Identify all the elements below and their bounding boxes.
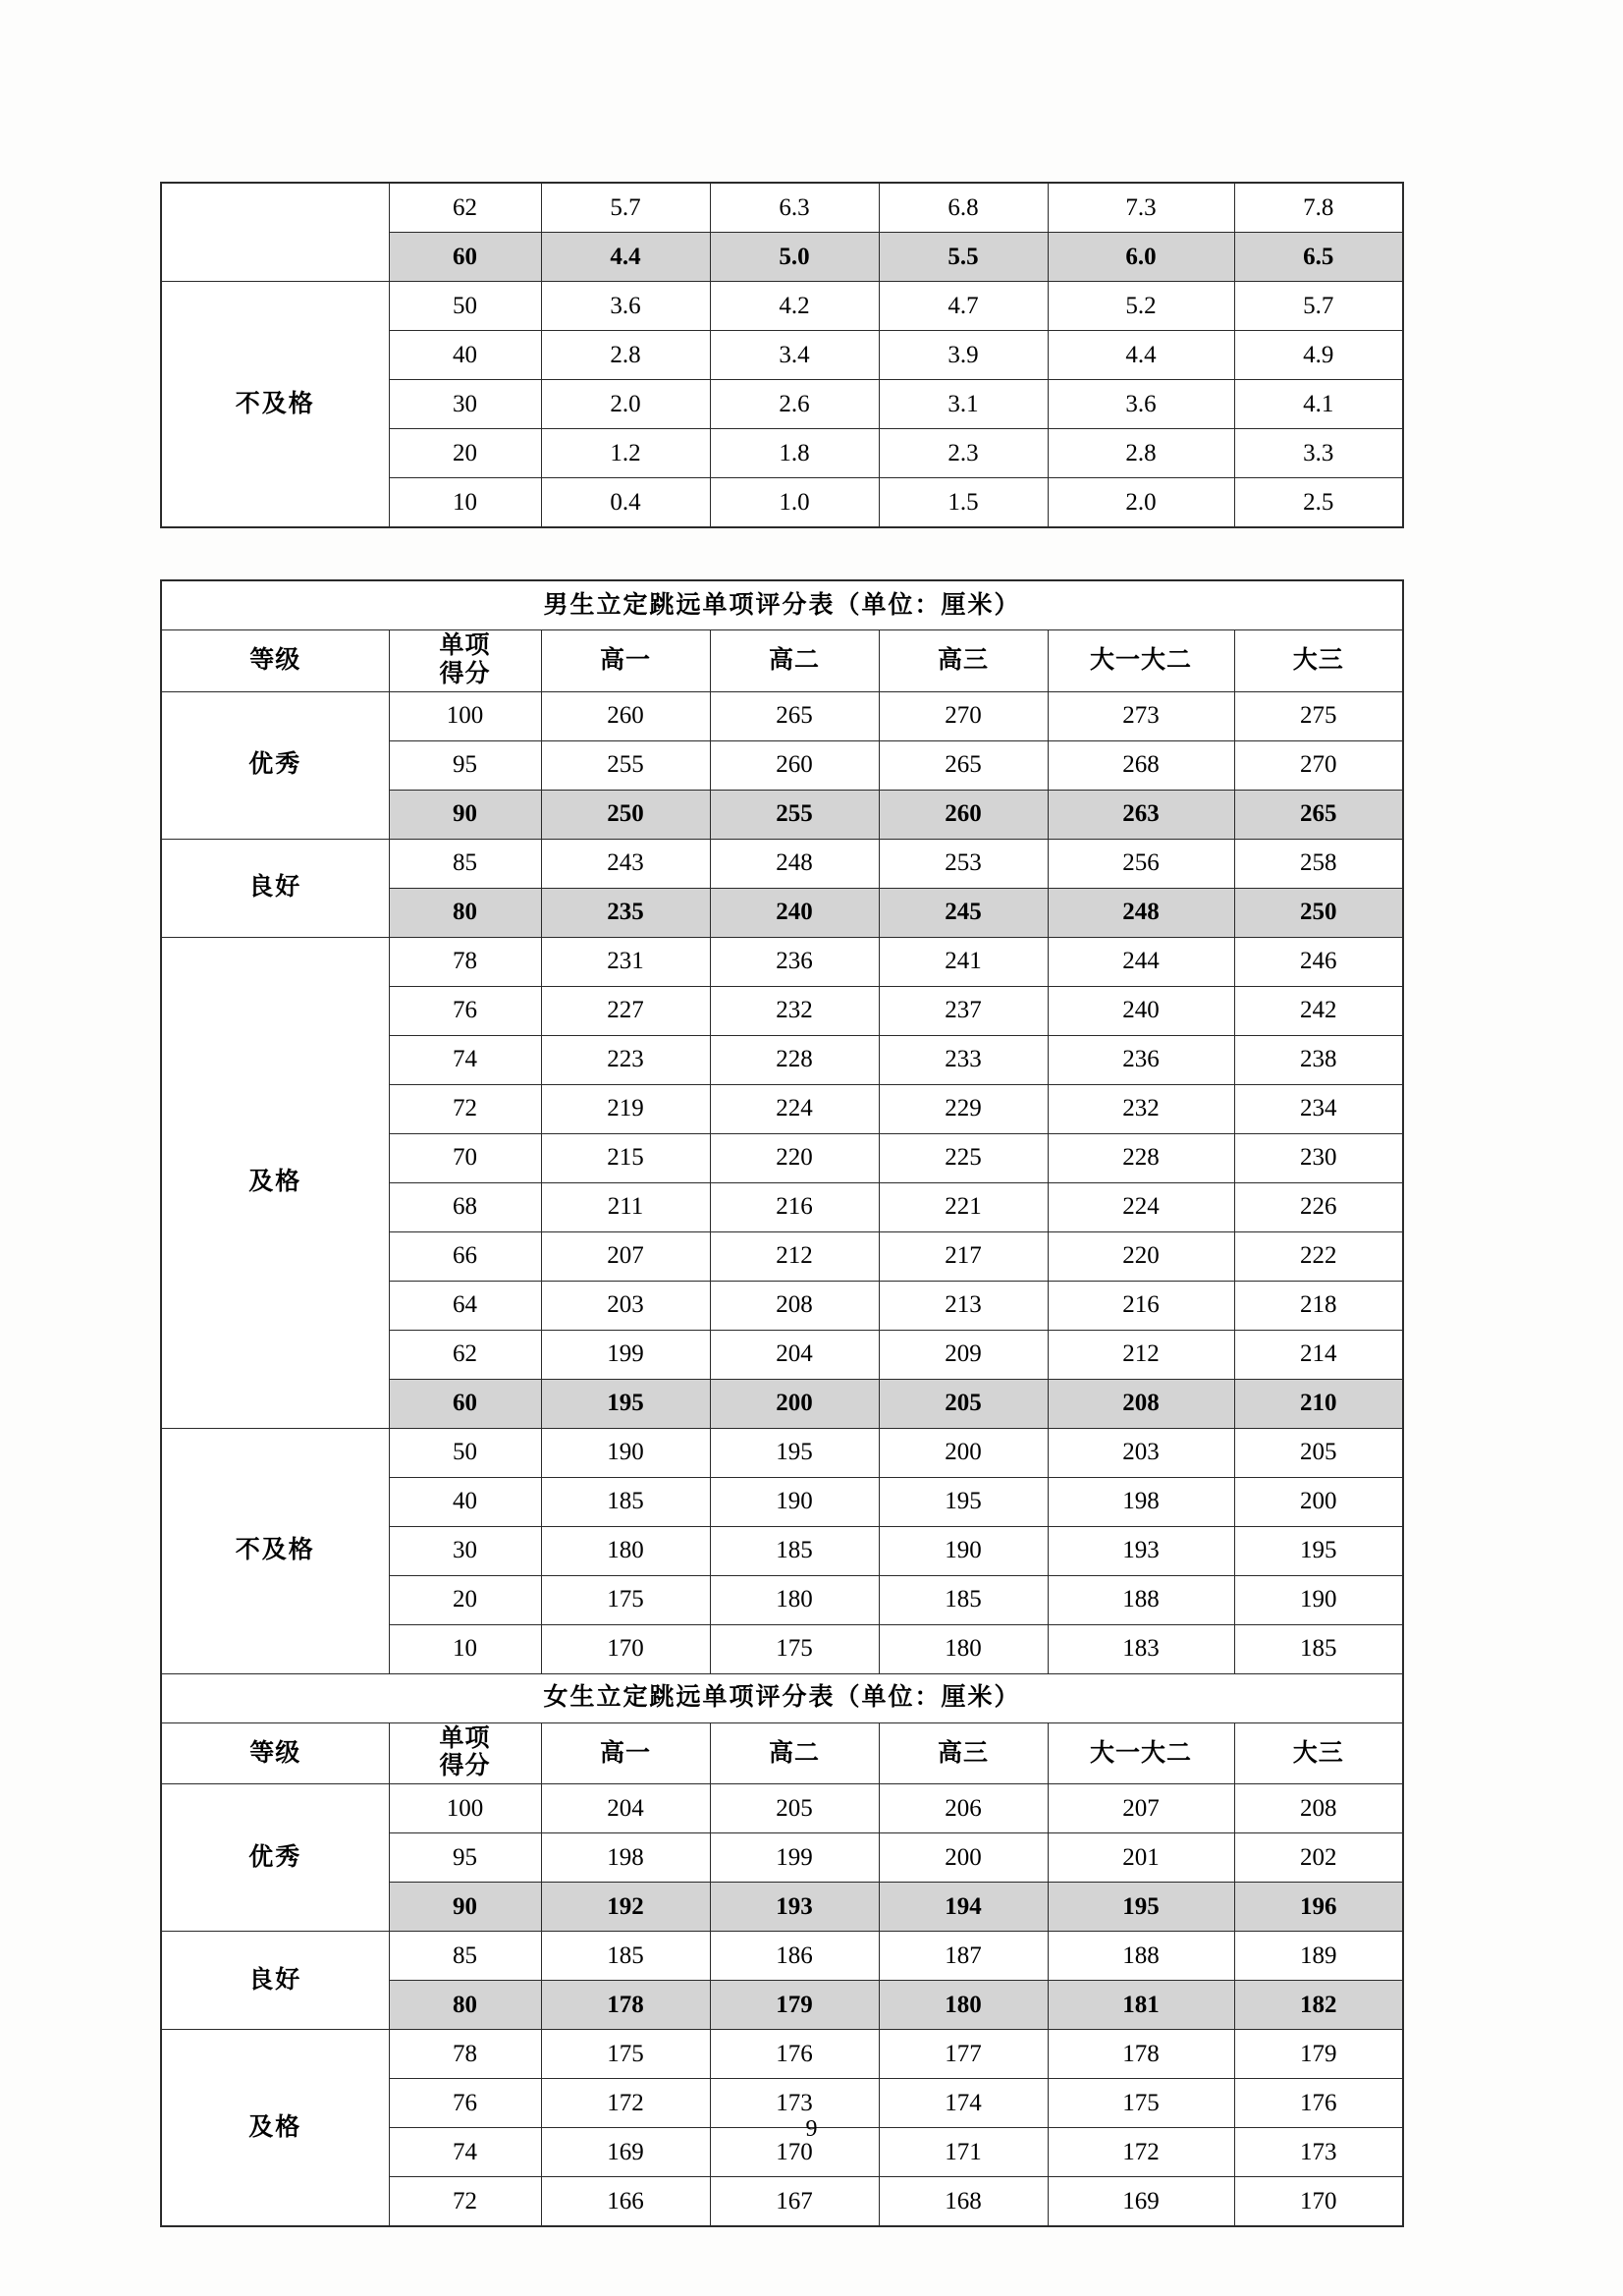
value-cell: 170 [541,1624,710,1673]
value-cell: 169 [541,2128,710,2177]
value-cell: 200 [1234,1477,1403,1526]
value-cell: 212 [710,1231,879,1281]
value-cell: 260 [710,740,879,790]
score-cell: 60 [389,233,541,282]
value-cell: 195 [710,1428,879,1477]
value-cell: 4.2 [710,282,879,331]
score-cell: 74 [389,2128,541,2177]
value-cell: 214 [1234,1330,1403,1379]
value-cell: 265 [879,740,1048,790]
score-cell: 85 [389,839,541,888]
value-cell: 224 [1048,1182,1234,1231]
value-cell: 168 [879,2177,1048,2227]
value-cell: 195 [879,1477,1048,1526]
value-cell: 177 [879,2030,1048,2079]
value-cell: 213 [879,1281,1048,1330]
value-cell: 235 [541,888,710,937]
value-cell: 234 [1234,1084,1403,1133]
score-cell: 95 [389,1833,541,1883]
score-cell: 62 [389,183,541,233]
value-cell: 175 [541,2030,710,2079]
value-cell: 250 [541,790,710,839]
value-cell: 0.4 [541,478,710,528]
table-row [161,937,1403,986]
value-cell: 2.0 [541,380,710,429]
table-header-row [161,630,1403,692]
value-cell: 265 [1234,790,1403,839]
value-cell: 5.0 [710,233,879,282]
category-label-excellent: 优秀 [161,1784,389,1932]
value-cell: 205 [710,1784,879,1833]
value-cell: 200 [710,1379,879,1428]
score-cell: 10 [389,478,541,528]
value-cell: 189 [1234,1932,1403,1981]
value-cell: 237 [879,986,1048,1035]
value-cell: 170 [1234,2177,1403,2227]
value-cell: 185 [541,1932,710,1981]
value-cell: 194 [879,1883,1048,1932]
value-cell: 216 [710,1182,879,1231]
value-cell: 256 [1048,839,1234,888]
value-cell: 232 [1048,1084,1234,1133]
value-cell: 245 [879,888,1048,937]
value-cell: 187 [879,1932,1048,1981]
value-cell: 240 [1048,986,1234,1035]
score-cell: 20 [389,429,541,478]
value-cell: 198 [1048,1477,1234,1526]
value-cell: 270 [879,691,1048,740]
value-cell: 207 [541,1231,710,1281]
male-table-title: 男生立定跳远单项评分表（单位：厘米） [161,580,1403,630]
header-score [389,1722,541,1784]
value-cell: 190 [1234,1575,1403,1624]
table-row [161,1784,1403,1833]
value-cell: 183 [1048,1624,1234,1673]
score-cell: 30 [389,380,541,429]
value-cell: 243 [541,839,710,888]
value-cell: 175 [710,1624,879,1673]
table-row [161,2030,1403,2079]
value-cell: 200 [879,1428,1048,1477]
score-cell: 76 [389,2079,541,2128]
header-grade-1: 高一 [541,1722,710,1784]
score-cell: 40 [389,331,541,380]
header-grade-5: 大三 [1234,1722,1403,1784]
value-cell: 4.4 [1048,331,1234,380]
score-cell: 78 [389,937,541,986]
value-cell: 200 [879,1833,1048,1883]
table-row [161,1428,1403,1477]
value-cell: 178 [541,1981,710,2030]
category-label-excellent: 优秀 [161,691,389,839]
category-label-good: 良好 [161,839,389,937]
value-cell: 190 [710,1477,879,1526]
value-cell: 230 [1234,1133,1403,1182]
header-score-line1: 单项 [439,632,491,659]
value-cell: 182 [1234,1981,1403,2030]
value-cell: 185 [710,1526,879,1575]
header-grade-2: 高二 [710,1722,879,1784]
value-cell: 175 [1048,2079,1234,2128]
score-cell: 74 [389,1035,541,1084]
value-cell: 2.0 [1048,478,1234,528]
value-cell: 190 [541,1428,710,1477]
value-cell: 6.5 [1234,233,1403,282]
value-cell: 176 [710,2030,879,2079]
header-score-line2: 得分 [439,660,491,687]
value-cell: 209 [879,1330,1048,1379]
value-cell: 175 [541,1575,710,1624]
value-cell: 199 [710,1833,879,1883]
value-cell: 4.7 [879,282,1048,331]
value-cell: 179 [710,1981,879,2030]
value-cell: 224 [710,1084,879,1133]
value-cell: 185 [879,1575,1048,1624]
score-cell: 85 [389,1932,541,1981]
score-cell: 80 [389,1981,541,2030]
value-cell: 246 [1234,937,1403,986]
value-cell: 268 [1048,740,1234,790]
value-cell: 3.6 [541,282,710,331]
value-cell: 222 [1234,1231,1403,1281]
header-grade: 等级 [161,630,389,692]
value-cell: 166 [541,2177,710,2227]
value-cell: 242 [1234,986,1403,1035]
value-cell: 226 [1234,1182,1403,1231]
score-cell: 66 [389,1231,541,1281]
value-cell: 208 [710,1281,879,1330]
value-cell: 215 [541,1133,710,1182]
value-cell: 260 [879,790,1048,839]
header-grade-4: 大一大二 [1048,630,1234,692]
category-label-good: 良好 [161,1932,389,2030]
value-cell: 229 [879,1084,1048,1133]
tables-container [160,182,1402,2227]
value-cell: 225 [879,1133,1048,1182]
value-cell: 205 [1234,1428,1403,1477]
value-cell: 4.4 [541,233,710,282]
value-cell: 7.8 [1234,183,1403,233]
value-cell: 258 [1234,839,1403,888]
value-cell: 204 [541,1784,710,1833]
score-cell: 30 [389,1526,541,1575]
value-cell: 195 [541,1379,710,1428]
value-cell: 204 [710,1330,879,1379]
value-cell: 180 [710,1575,879,1624]
value-cell: 206 [879,1784,1048,1833]
table-row [161,691,1403,740]
value-cell: 174 [879,2079,1048,2128]
score-cell: 50 [389,282,541,331]
score-cell: 10 [389,1624,541,1673]
value-cell: 3.4 [710,331,879,380]
value-cell: 1.2 [541,429,710,478]
value-cell: 203 [1048,1428,1234,1477]
value-cell: 236 [1048,1035,1234,1084]
value-cell: 228 [1048,1133,1234,1182]
value-cell: 231 [541,937,710,986]
value-cell: 255 [541,740,710,790]
value-cell: 275 [1234,691,1403,740]
value-cell: 216 [1048,1281,1234,1330]
value-cell: 185 [1234,1624,1403,1673]
value-cell: 1.0 [710,478,879,528]
value-cell: 263 [1048,790,1234,839]
value-cell: 172 [541,2079,710,2128]
value-cell: 201 [1048,1833,1234,1883]
value-cell: 1.8 [710,429,879,478]
value-cell: 5.5 [879,233,1048,282]
table-header-row [161,1722,1403,1784]
score-cell: 95 [389,740,541,790]
value-cell: 203 [541,1281,710,1330]
value-cell: 3.3 [1234,429,1403,478]
score-cell: 80 [389,888,541,937]
header-score-line1: 单项 [439,1724,491,1752]
value-cell: 265 [710,691,879,740]
value-cell: 244 [1048,937,1234,986]
score-cell: 60 [389,1379,541,1428]
score-cell: 62 [389,1330,541,1379]
value-cell: 2.8 [541,331,710,380]
score-cell: 40 [389,1477,541,1526]
value-cell: 5.2 [1048,282,1234,331]
value-cell: 7.3 [1048,183,1234,233]
value-cell: 207 [1048,1784,1234,1833]
table-title-row [161,580,1403,630]
header-grade-3: 高三 [879,1722,1048,1784]
value-cell: 270 [1234,740,1403,790]
value-cell: 173 [710,2079,879,2128]
female-table-title: 女生立定跳远单项评分表（单位：厘米） [161,1673,1403,1722]
score-cell: 72 [389,1084,541,1133]
value-cell: 181 [1048,1981,1234,2030]
value-cell: 4.9 [1234,331,1403,380]
table-row [161,1932,1403,1981]
page-number: 9 [805,2116,818,2142]
value-cell: 205 [879,1379,1048,1428]
header-grade-1: 高一 [541,630,710,692]
table-standing-long-jump [160,579,1404,2227]
score-cell: 100 [389,691,541,740]
value-cell: 255 [710,790,879,839]
value-cell: 208 [1048,1379,1234,1428]
value-cell: 179 [1234,2030,1403,2079]
value-cell: 232 [710,986,879,1035]
value-cell: 190 [879,1526,1048,1575]
header-grade-3: 高三 [879,630,1048,692]
value-cell: 248 [710,839,879,888]
value-cell: 220 [1048,1231,1234,1281]
value-cell: 212 [1048,1330,1234,1379]
value-cell: 176 [1234,2079,1403,2128]
score-cell: 50 [389,1428,541,1477]
value-cell: 260 [541,691,710,740]
value-cell: 202 [1234,1833,1403,1883]
value-cell: 180 [879,1624,1048,1673]
table-row [161,282,1403,331]
value-cell: 3.1 [879,380,1048,429]
value-cell: 240 [710,888,879,937]
value-cell: 6.3 [710,183,879,233]
value-cell: 217 [879,1231,1048,1281]
score-cell: 64 [389,1281,541,1330]
value-cell: 2.8 [1048,429,1234,478]
value-cell: 195 [1234,1526,1403,1575]
value-cell: 192 [541,1883,710,1932]
score-cell: 100 [389,1784,541,1833]
value-cell: 250 [1234,888,1403,937]
value-cell: 1.5 [879,478,1048,528]
value-cell: 169 [1048,2177,1234,2227]
value-cell: 199 [541,1330,710,1379]
value-cell: 2.6 [710,380,879,429]
value-cell: 5.7 [541,183,710,233]
value-cell: 210 [1234,1379,1403,1428]
header-grade: 等级 [161,1722,389,1784]
score-cell: 76 [389,986,541,1035]
value-cell: 180 [541,1526,710,1575]
value-cell: 241 [879,937,1048,986]
value-cell: 248 [1048,888,1234,937]
header-grade-5: 大三 [1234,630,1403,692]
header-score-line2: 得分 [439,1753,491,1780]
table-row [161,183,1403,233]
value-cell: 188 [1048,1575,1234,1624]
value-cell: 2.3 [879,429,1048,478]
value-cell: 220 [710,1133,879,1182]
score-cell: 70 [389,1133,541,1182]
score-cell: 20 [389,1575,541,1624]
value-cell: 236 [710,937,879,986]
value-cell: 198 [541,1833,710,1883]
value-cell: 211 [541,1182,710,1231]
table-title-row [161,1673,1403,1722]
score-cell: 90 [389,790,541,839]
category-label-pass: 及格 [161,2030,389,2227]
value-cell: 219 [541,1084,710,1133]
value-cell: 186 [710,1932,879,1981]
value-cell: 196 [1234,1883,1403,1932]
header-grade-4: 大一大二 [1048,1722,1234,1784]
value-cell: 195 [1048,1883,1234,1932]
score-cell: 78 [389,2030,541,2079]
value-cell: 5.7 [1234,282,1403,331]
value-cell: 193 [1048,1526,1234,1575]
value-cell: 193 [710,1883,879,1932]
value-cell: 227 [541,986,710,1035]
value-cell: 228 [710,1035,879,1084]
value-cell: 218 [1234,1281,1403,1330]
value-cell: 167 [710,2177,879,2227]
value-cell: 6.0 [1048,233,1234,282]
header-grade-2: 高二 [710,630,879,692]
header-score [389,630,541,692]
value-cell: 238 [1234,1035,1403,1084]
table-gap [160,528,1402,579]
value-cell: 188 [1048,1932,1234,1981]
value-cell: 178 [1048,2030,1234,2079]
value-cell: 172 [1048,2128,1234,2177]
value-cell: 171 [879,2128,1048,2177]
value-cell: 2.5 [1234,478,1403,528]
category-label-fail: 不及格 [161,1428,389,1673]
value-cell: 173 [1234,2128,1403,2177]
category-label-pass: 及格 [161,937,389,1428]
value-cell: 3.9 [879,331,1048,380]
score-cell: 68 [389,1182,541,1231]
value-cell: 170 [710,2128,879,2177]
category-label-fail: 不及格 [161,282,389,528]
score-cell: 72 [389,2177,541,2227]
value-cell: 233 [879,1035,1048,1084]
value-cell: 4.1 [1234,380,1403,429]
value-cell: 221 [879,1182,1048,1231]
value-cell: 3.6 [1048,380,1234,429]
table-top-partial [160,182,1404,528]
category-empty [161,183,389,282]
value-cell: 208 [1234,1784,1403,1833]
table-row [161,839,1403,888]
score-cell: 90 [389,1883,541,1932]
value-cell: 185 [541,1477,710,1526]
value-cell: 6.8 [879,183,1048,233]
value-cell: 223 [541,1035,710,1084]
value-cell: 180 [879,1981,1048,2030]
value-cell: 273 [1048,691,1234,740]
value-cell: 253 [879,839,1048,888]
